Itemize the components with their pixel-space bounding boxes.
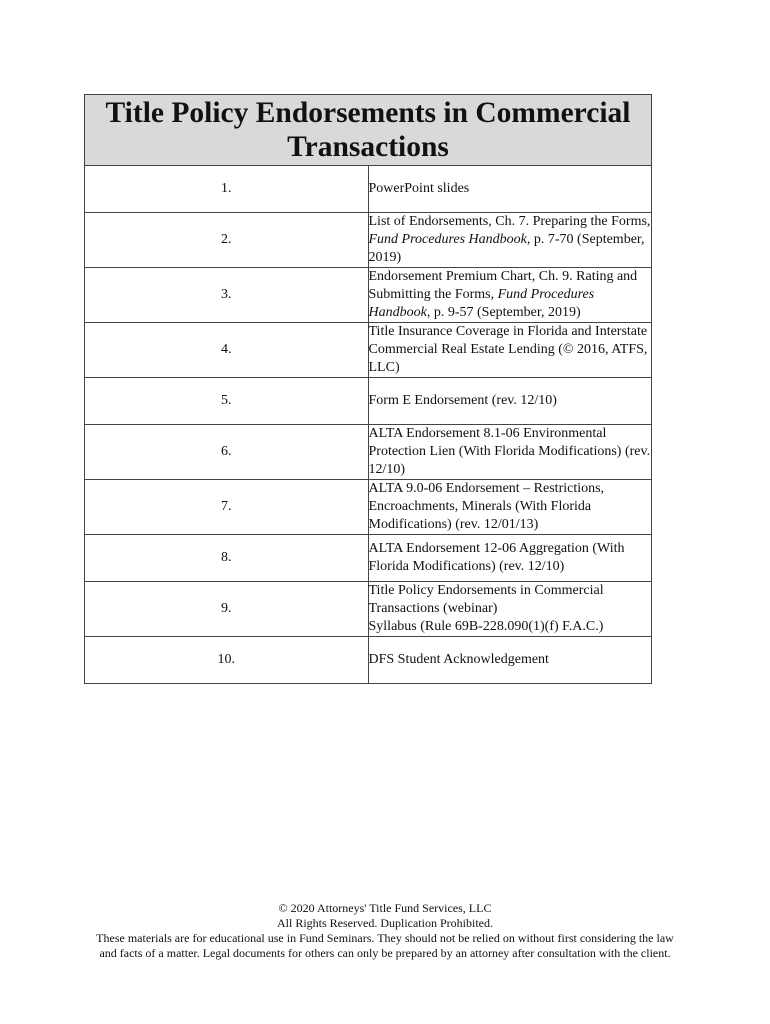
item-number: 4.: [85, 323, 369, 378]
item-number: 8.: [85, 535, 369, 582]
item-number: 3.: [85, 268, 369, 323]
description-text: Title Policy Endorsements in Commercial Transactions (webinar): [368, 583, 604, 616]
endorsement-materials-table: [84, 94, 652, 684]
table-row: [85, 166, 652, 213]
description-text: , p. 7-70 (September, 2019): [368, 232, 645, 265]
table-row: [85, 535, 652, 582]
page-footer: [0, 901, 770, 961]
item-number: 10.: [85, 637, 369, 684]
description-text: List of Endorsements, Ch. 7. Preparing the Forms,: [368, 214, 651, 229]
materials-list: [85, 166, 652, 684]
item-description: [368, 378, 652, 425]
publication-title: Fund Procedures Handbook: [368, 287, 595, 320]
item-number: 5.: [85, 378, 369, 425]
disclaimer-line-1: These materials are for educational use in Fund Seminars. They should not be relied on without first considering the law: [96, 931, 674, 945]
disclaimer-line-2: and facts of a matter. Legal documents for others can only be prepared by an attorney after consultation with the client.: [99, 946, 671, 960]
table-row: [85, 378, 652, 425]
table-row: [85, 582, 652, 637]
description-text: ALTA Endorsement 12-06 Aggregation (With Florida Modifications) (rev. 12/10): [368, 541, 625, 574]
item-description: [368, 637, 652, 684]
description-text: , p. 9-57 (September, 2019): [426, 305, 581, 320]
copyright-line: © 2020 Attorneys' Title Fund Services, LLC: [278, 901, 492, 915]
item-number: 6.: [85, 425, 369, 480]
description-text: Syllabus (Rule 69B-228.090(1)(f) F.A.C.): [368, 619, 604, 634]
table-title: Title Policy Endorsements in Commercial Transactions: [85, 95, 652, 166]
table-row: [85, 637, 652, 684]
table-row: [85, 480, 652, 535]
item-description: [368, 166, 652, 213]
item-description: [368, 582, 652, 637]
item-number: 1.: [85, 166, 369, 213]
description-text: PowerPoint slides: [368, 181, 470, 196]
item-number: 7.: [85, 480, 369, 535]
description-text: ALTA 9.0-06 Endorsement – Restrictions, Encroachments, Minerals (With Florida Modifications) (rev. 12/01/13): [368, 481, 605, 532]
item-number: 9.: [85, 582, 369, 637]
item-description: [368, 480, 652, 535]
item-description: [368, 425, 652, 480]
item-number: 2.: [85, 213, 369, 268]
description-text: Endorsement Premium Chart, Ch. 9. Rating and Submitting the Forms,: [368, 269, 638, 302]
table-row: [85, 213, 652, 268]
table-row: [85, 425, 652, 480]
description-text: ALTA Endorsement 8.1-06 Environmental Protection Lien (With Florida Modifications) (rev. 12/10): [368, 426, 651, 477]
item-description: [368, 535, 652, 582]
description-text: Title Insurance Coverage in Florida and Interstate Commercial Real Estate Lending (© 2016, ATFS, LLC): [368, 324, 648, 375]
item-description: [368, 268, 652, 323]
table-row: [85, 268, 652, 323]
table-row: [85, 323, 652, 378]
item-description: [368, 323, 652, 378]
description-text: Form E Endorsement (rev. 12/10): [368, 393, 557, 408]
publication-title: Fund Procedures Handbook: [368, 232, 527, 247]
description-text: DFS Student Acknowledgement: [368, 652, 549, 667]
rights-line: All Rights Reserved. Duplication Prohibited.: [277, 916, 493, 930]
item-description: [368, 213, 652, 268]
